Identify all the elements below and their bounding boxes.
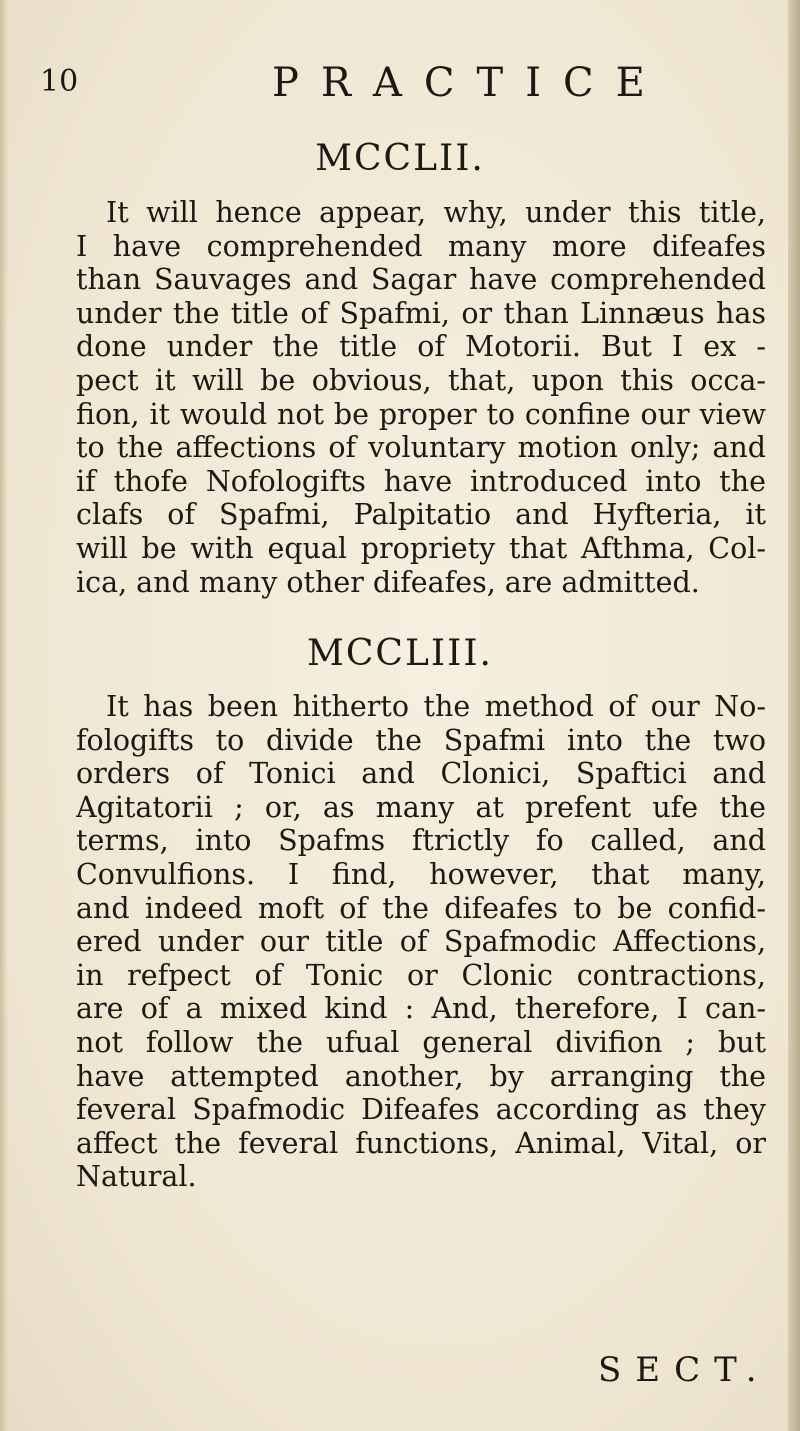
- text-line: Convulfions. I find, however, that many,: [76, 857, 766, 891]
- page-number: 10: [40, 64, 79, 99]
- text-line: fion, it would not be proper to confine our view: [76, 397, 766, 431]
- text-line: ered under our title of Spafmodic Affections,: [76, 925, 766, 959]
- text-line: to the affections of voluntary motion only; and: [76, 431, 766, 465]
- text-line: in refpect of Tonic or Clonic contractions,: [76, 958, 766, 992]
- catchword: SECT.: [598, 1350, 771, 1390]
- text-line: not follow the ufual general divifion ; but: [76, 1025, 766, 1059]
- text-line: will be with equal propriety that Afthma, Col-: [76, 531, 766, 565]
- text-line: It has been hitherto the method of our No-: [106, 690, 766, 723]
- text-line: if thofe Nofologifts have introduced into the: [76, 464, 766, 498]
- text-line: I have comprehended many more difeafes: [76, 229, 766, 263]
- text-line: done under the title of Motorii. But I ex -: [76, 330, 766, 364]
- text-line: It will hence appear, why, under this title,: [106, 196, 766, 229]
- text-line: terms, into Spafms ftrictly fo called, and: [76, 824, 766, 858]
- text-line: ica, and many other difeafes, are admitted.: [76, 565, 700, 599]
- text-line: pect it will be obvious, that, upon this occa-: [76, 363, 766, 397]
- page-gutter-shadow: [0, 0, 8, 1431]
- text-line: have attempted another, by arranging the: [76, 1059, 766, 1093]
- section-paragraph: [76, 196, 766, 599]
- running-title: PRACTICE: [272, 60, 667, 106]
- text-line: affect the feveral functions, Animal, Vital, or: [76, 1126, 766, 1160]
- section-heading: MCCLIII.: [307, 633, 493, 674]
- text-line: feveral Spafmodic Difeafes according as they: [76, 1093, 766, 1127]
- running-head: [40, 60, 760, 110]
- text-line: and indeed moft of the difeafes to be confid-: [76, 891, 766, 925]
- text-line: fologifts to divide the Spafmi into the two: [76, 723, 766, 757]
- text-line: clafs of Spafmi, Palpitatio and Hyfteria, it: [76, 498, 766, 532]
- text-line: under the title of Spafmi, or than Linnæus has: [76, 296, 766, 330]
- section-heading: MCCLII.: [315, 138, 485, 179]
- text-line: are of a mixed kind : And, therefore, I can-: [76, 992, 766, 1026]
- text-line: than Sauvages and Sagar have comprehended: [76, 263, 766, 297]
- text-line: Natural.: [76, 1160, 197, 1194]
- page-edge: [788, 0, 800, 1431]
- section-paragraph: [76, 690, 766, 1194]
- text-line: Agitatorii ; or, as many at prefent ufe the: [76, 790, 766, 824]
- text-line: orders of Tonici and Clonici, Spaftici and: [76, 757, 766, 791]
